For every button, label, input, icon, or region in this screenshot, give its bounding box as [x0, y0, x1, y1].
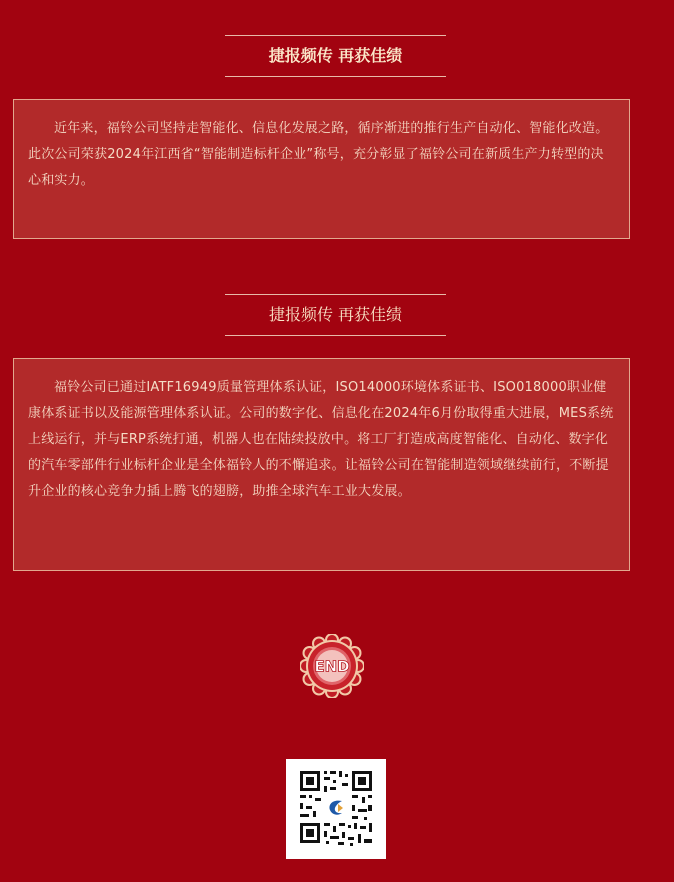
end-badge-icon	[300, 634, 364, 698]
section-1-body: 近年来，福铃公司坚持走智能化、信息化发展之路，循序渐进的推行生产自动化、智能化改造。此次公司荣获2024年江西省“智能制造标杆企业”称号，充分彰显了福铃公司在新质生产力转型的决心和实力。	[13, 99, 630, 239]
qr-code[interactable]	[286, 759, 386, 859]
qr-code-icon	[286, 759, 386, 859]
section-2-title: 捷报频传 再获佳绩	[225, 294, 446, 336]
end-label: END	[314, 657, 350, 676]
section-2-body: 福铃公司已通过IATF16949质量管理体系认证，ISO14000环境体系证书、ISO018000职业健康体系证书以及能源管理体系认证。公司的数字化、信息化在2024年6月份取得重大进展，MES系统上线运行，并与ERP系统打通，机器人也在陆续投放中。将工厂打造成高度智能化、自动化、数字化的汽车零部件行业标杆企业是全体福铃人的不懈追求。让福铃公司在智能制造领域继续前行，不断提升企业的核心竞争力插上腾飞的翅膀，助推全球汽车工业大发展。	[13, 358, 630, 571]
section-1-title: 捷报频传 再获佳绩	[225, 35, 446, 77]
end-flower-badge	[300, 634, 364, 698]
